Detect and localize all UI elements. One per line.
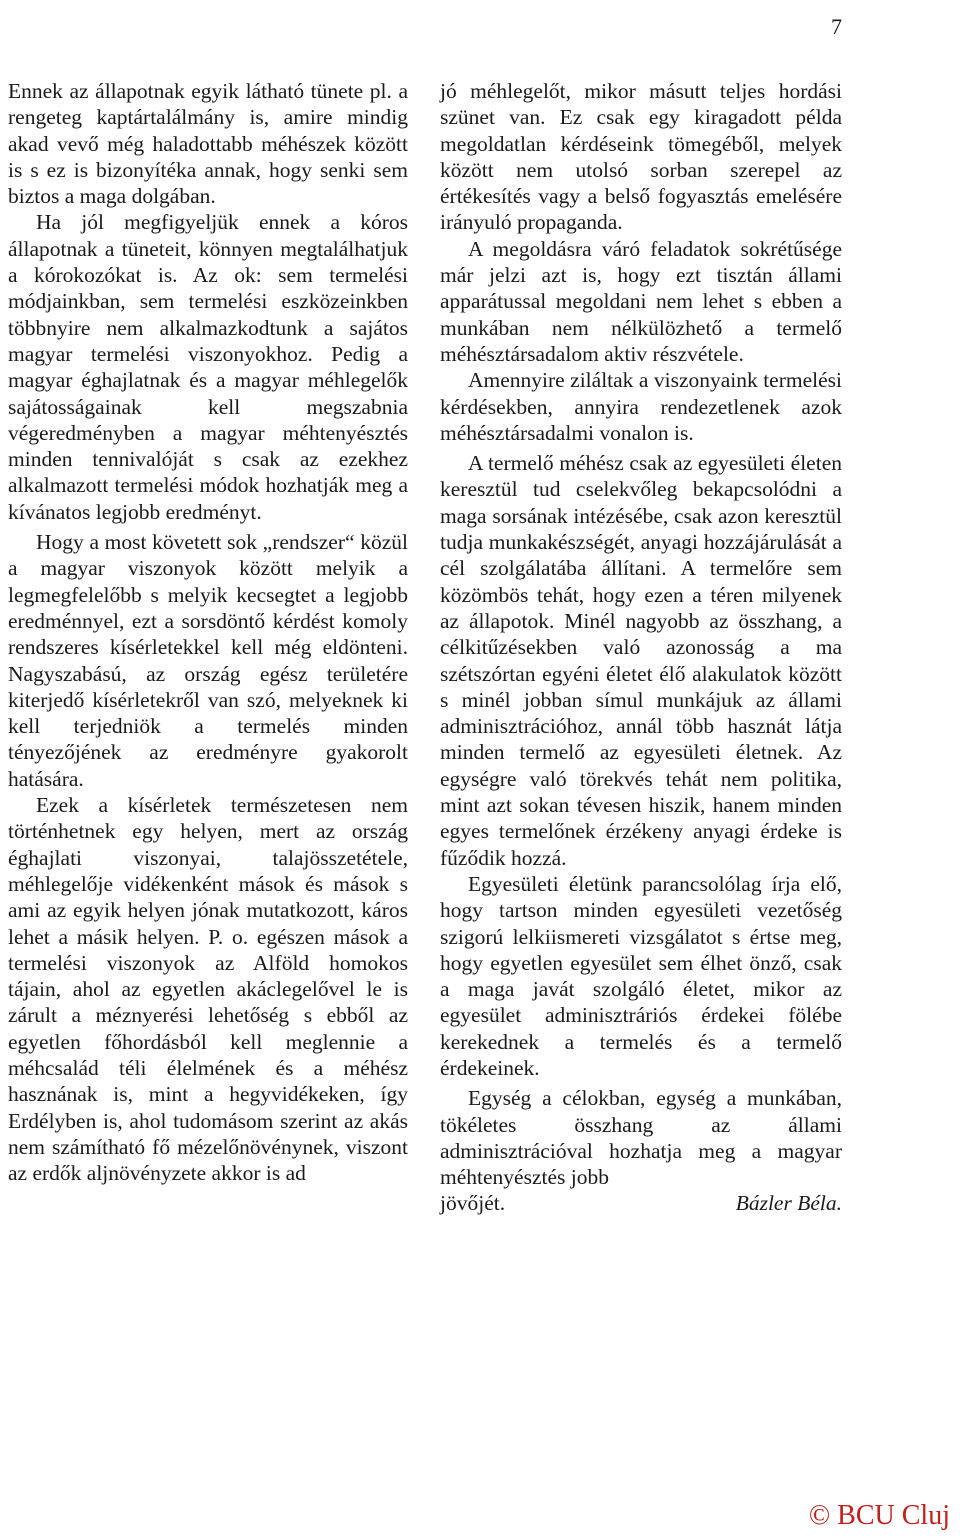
left-column	[8, 78, 408, 1186]
closing-paragraph: Egység a célokban, egység a munkában, tökéletes összhang az állami adminisztrációval hozhatja meg a magyar méhtenyésztés jobb	[440, 1086, 842, 1190]
left-paragraph-1: Ennek az állapotnak egyik látható tünete pl. a rengeteg kaptártalálmány is, amire mindig akad vevő még haladottabb méhészek között is s ez is bizonyítéka annak, hogy senki sem biztos a maga dolgában.	[8, 79, 408, 209]
right-paragraph-3: Amennyire ziláltak a viszonyaink termelési kérdésekben, annyira rendezetlenek azok méhésztársadalmi vonalon is.	[440, 368, 842, 445]
right-paragraph-5: Egyesületi életünk parancsolólag írja elő, hogy tartson minden egyesületi vezetőség szigorú lelkiismereti vizsgálatot s értse meg, hogy egyetlen egyesület sem élhet önző, csak a maga javát szolgáló életet, mikor az egyesület adminisztráriós érdekei fölébe kerekednek a termelés és a termelő érdekeinek.	[440, 871, 842, 1080]
author-signature: Bázler Béla.	[735, 1191, 842, 1216]
right-column	[440, 78, 842, 1217]
right-paragraph-4: A termelő méhész csak az egyesületi életen keresztül tud cselekvőleg bekapcsolódni a maga sorsának intézésébe, csak azon keresztül tudja munkakészségét, anyagi hozzájárulását a cél szolgálatába állítani. A termelőre sem közömbös tehát, hogy ezen a téren milyenek az állapotok. Minél nagyobb az összhang, a célkitűzésekben való azonosság a ma szétszórtan egyéni életet élő alakulatok között s minél jobban símul munkájuk az állami adminisztrációhoz, annál több hasznát látja minden termelő az egyesületi életnek. Az egységre való törekvés tehát nem politika, mint azt sokan tévesen hiszik, hanem minden egyes termelőnek érzékeny anyagi érdeke is fűződik hozzá.	[440, 451, 842, 870]
left-paragraph-2: Ha jól megfigyeljük ennek a kóros állapotnak a tüneteit, könnyen megtalálhatjuk a kórokozókat is. Az ok: sem termelési módjainkban, sem termelési eszközeinkben többnyire nem alkalmazkodtunk a sajátos magyar termelési viszonyokhoz. Pedig a magyar éghajlatnak és a magyar méhlegelők sajátosságainak kell megszabnia végeredményben a magyar méhtenyésztés minden tennivalóját s csak az ezekhez alkalmazott termelési módok hozhatják meg a kívánatos legjobb eredményt.	[8, 210, 408, 524]
right-paragraph-1: jó méhlegelőt, mikor másutt teljes hordási szünet van. Ez csak egy kiragadott példa megoldatlan kérdéseink tömegéből, melyek között nem utolsó sorban szerepel az értékesítés vagy a belső fogyasztás emelésére irányuló propaganda.	[440, 79, 842, 235]
closing-last-word: jövőjét.	[440, 1191, 506, 1216]
library-watermark: © BCU Cluj	[808, 1500, 950, 1531]
left-paragraph-4: Ezek a kísérletek természetesen nem történhetnek egy helyen, mert az ország éghajlati viszonyai, talajösszetétele, méhlegelője vidékenként mások és mások s ami az egyik helyen jónak mutatkozott, káros lehet a másik helyen. P. o. egészen mások a termelési viszonyok az Alföld homokos tájain, ahol az egyetlen akáclegelővel le is zárult a méznyerési lehetőség s ebből az egyetlen főhordásból kell meglennie a méhcsalád téli élelmének és a méhész hasznának is, mint a hegyvidékeken, így Erdélyben is, ahol tudomásom szerint az akás nem számítható fő mézelőnövénynek, viszont az erdők aljnövényzete akkor is ad	[8, 793, 408, 1186]
left-paragraph-3: Hogy a most követett sok „rendszer“ közül a magyar viszonyok között melyik a legmegfelelőbb s melyik kecsegtet a legjobb eredménnyel, ezt a sorsdöntő kérdést komoly rendszeres kísérletekkel kell még eldönteni. Nagyszabású, az ország egész területére kiterjedő kísérletekről van szó, melyeknek ki kell terjedniök a termelés minden tényezőjének az eredményre gyakorolt hatására.	[8, 530, 408, 791]
signature-row	[440, 1190, 842, 1216]
right-paragraph-2: A megoldásra váró feladatok sokrétűsége már jelzi azt is, hogy ezt tisztán állami apparátussal megoldani nem lehet s ebben a munkában nem nélkülözhető a termelő méhésztársadalom aktiv részvétele.	[440, 236, 842, 366]
page-number: 7	[831, 14, 842, 39]
